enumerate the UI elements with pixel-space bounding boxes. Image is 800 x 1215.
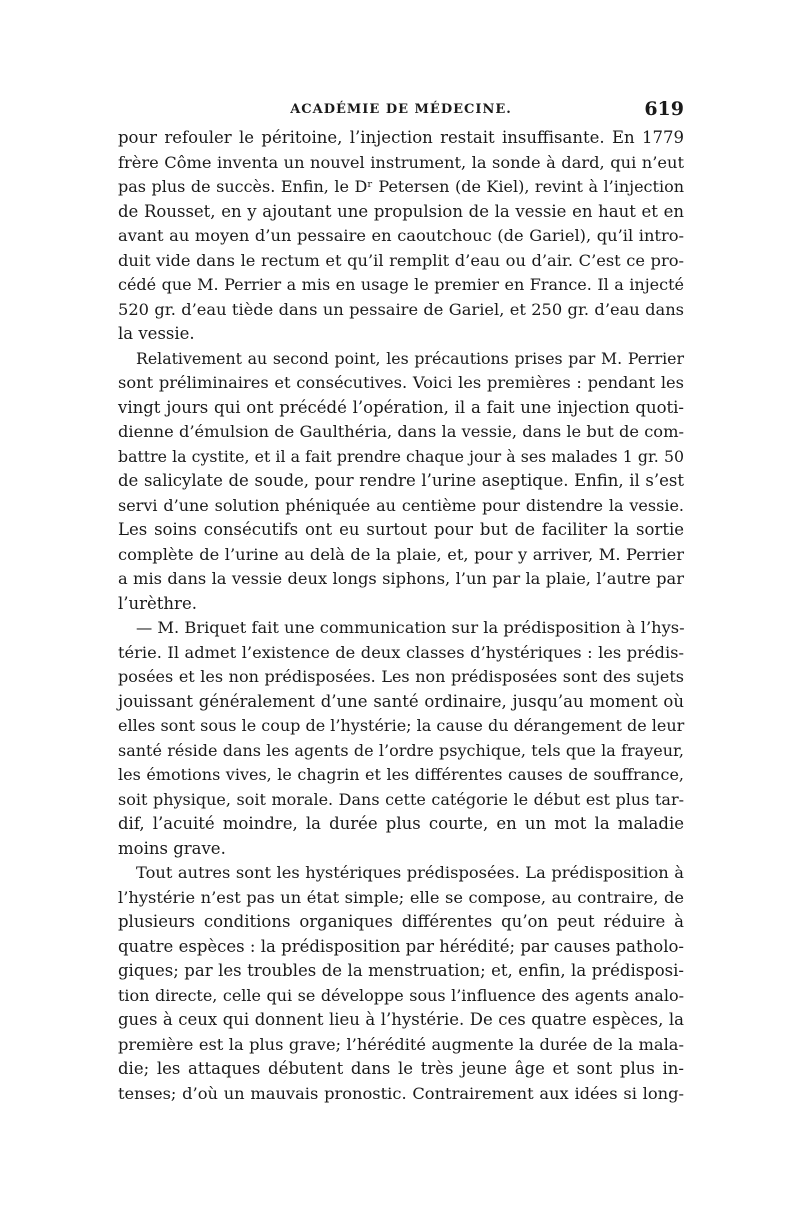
- text-line: l’urèthre.: [118, 593, 197, 613]
- text-line: Relativement au second point, les précautions prises par M. Perrier: [136, 348, 684, 368]
- running-head: [118, 98, 684, 122]
- text-line: elles sont sous le coup de l’hystérie; la cause du dérangement de leur: [118, 716, 685, 735]
- text-line: die; les attaques débutent dans le très jeune âge et sont plus in-: [118, 1059, 684, 1078]
- text-line: vingt jours qui ont précédé l’opération, il a fait une injection quoti-: [118, 397, 684, 417]
- text-line: santé réside dans les agents de l’ordre psychique, tels que la frayeur,: [118, 740, 684, 760]
- text-line: moins grave.: [118, 838, 226, 858]
- text-line: l’hystérie n’est pas un état simple; elle se compose, au contraire, de: [118, 887, 684, 907]
- text-line: servi d’une solution phéniquée au centième pour distendre la vessie.: [118, 495, 684, 515]
- text-line: dif, l’acuité moindre, la durée plus courte, en un mot la maladie: [118, 814, 684, 833]
- text-line: duit vide dans le rectum et qu’il remplit d’eau ou d’air. C’est ce pro-: [118, 250, 684, 270]
- text-line: 520 gr. d’eau tiède dans un pessaire de Gariel, et 250 gr. d’eau dans: [118, 299, 684, 319]
- text-line: quatre espèces : la prédisposition par hérédité; par causes patholo-: [118, 936, 684, 956]
- running-title: ACADÉMIE DE MÉDECINE.: [290, 102, 512, 117]
- text-line: térie. Il admet l’existence de deux classes d’hystériques : les prédis-: [118, 642, 684, 662]
- text-line: jouissant généralement d’une santé ordinaire, jusqu’au moment où: [118, 691, 684, 711]
- text-line: giques; par les troubles de la menstruation; et, enfin, la prédisposi-: [118, 961, 684, 980]
- text-line: plusieurs conditions organiques différentes qu’on peut réduire à: [118, 912, 684, 931]
- text-line: frère Côme inventa un nouvel instrument, la sonde à dard, qui n’eut: [118, 152, 684, 172]
- text-line: de salicylate de soude, pour rendre l’urine aseptique. Enfin, il s’est: [118, 471, 684, 490]
- text-line: avant au moyen d’un pessaire en caoutchouc (de Gariel), qu’il intro-: [118, 226, 684, 245]
- body-text: [118, 126, 684, 1106]
- text-line: battre la cystite, et il a fait prendre chaque jour à ses malades 1 gr. 50: [118, 446, 684, 466]
- text-line: tenses; d’où un mauvais pronostic. Contrairement aux idées si long-: [118, 1083, 684, 1103]
- text-line: de Rousset, en y ajoutant une propulsion de la vessie en haut et en: [118, 201, 684, 221]
- text-line: sont préliminaires et consécutives. Voici les premières : pendant les: [118, 373, 684, 392]
- text-line: gues à ceux qui donnent lieu à l’hystérie. De ces quatre espèces, la: [118, 1010, 684, 1029]
- text-line: complète de l’urine au delà de la plaie, et, pour y arriver, M. Perrier: [118, 544, 684, 564]
- text-line: première est la plus grave; l’hérédité augmente la durée de la mala-: [118, 1034, 684, 1054]
- text-line: soit physique, soit morale. Dans cette catégorie le début est plus tar-: [118, 789, 684, 809]
- text-line: la vessie.: [118, 324, 195, 343]
- text-line: — M. Briquet fait une communication sur la prédisposition à l’hys-: [136, 618, 685, 637]
- text-line: les émotions vives, le chagrin et les différentes causes de souffrance,: [118, 765, 684, 784]
- text-line: pas plus de succès. Enfin, le Dʳ Petersen (de Kiel), revint à l’injection: [118, 177, 684, 196]
- text-line: posées et les non prédisposées. Les non prédisposées sont des sujets: [118, 667, 684, 686]
- text-line: tion directe, celle qui se développe sous l’influence des agents analo-: [118, 985, 684, 1005]
- text-line: pour refouler le péritoine, l’injection restait insuffisante. En 1779: [118, 128, 684, 147]
- text-line: Les soins consécutifs ont eu surtout pour but de faciliter la sortie: [118, 520, 684, 539]
- text-line: dienne d’émulsion de Gaulthéria, dans la vessie, dans le but de com-: [118, 422, 684, 441]
- text-line: a mis dans la vessie deux longs siphons, l’un par la plaie, l’autre par: [118, 569, 684, 588]
- page-number: 619: [644, 98, 684, 120]
- text-line: cédé que M. Perrier a mis en usage le premier en France. Il a injecté: [118, 275, 684, 294]
- text-line: Tout autres sont les hystériques prédisposées. La prédisposition à: [136, 863, 684, 882]
